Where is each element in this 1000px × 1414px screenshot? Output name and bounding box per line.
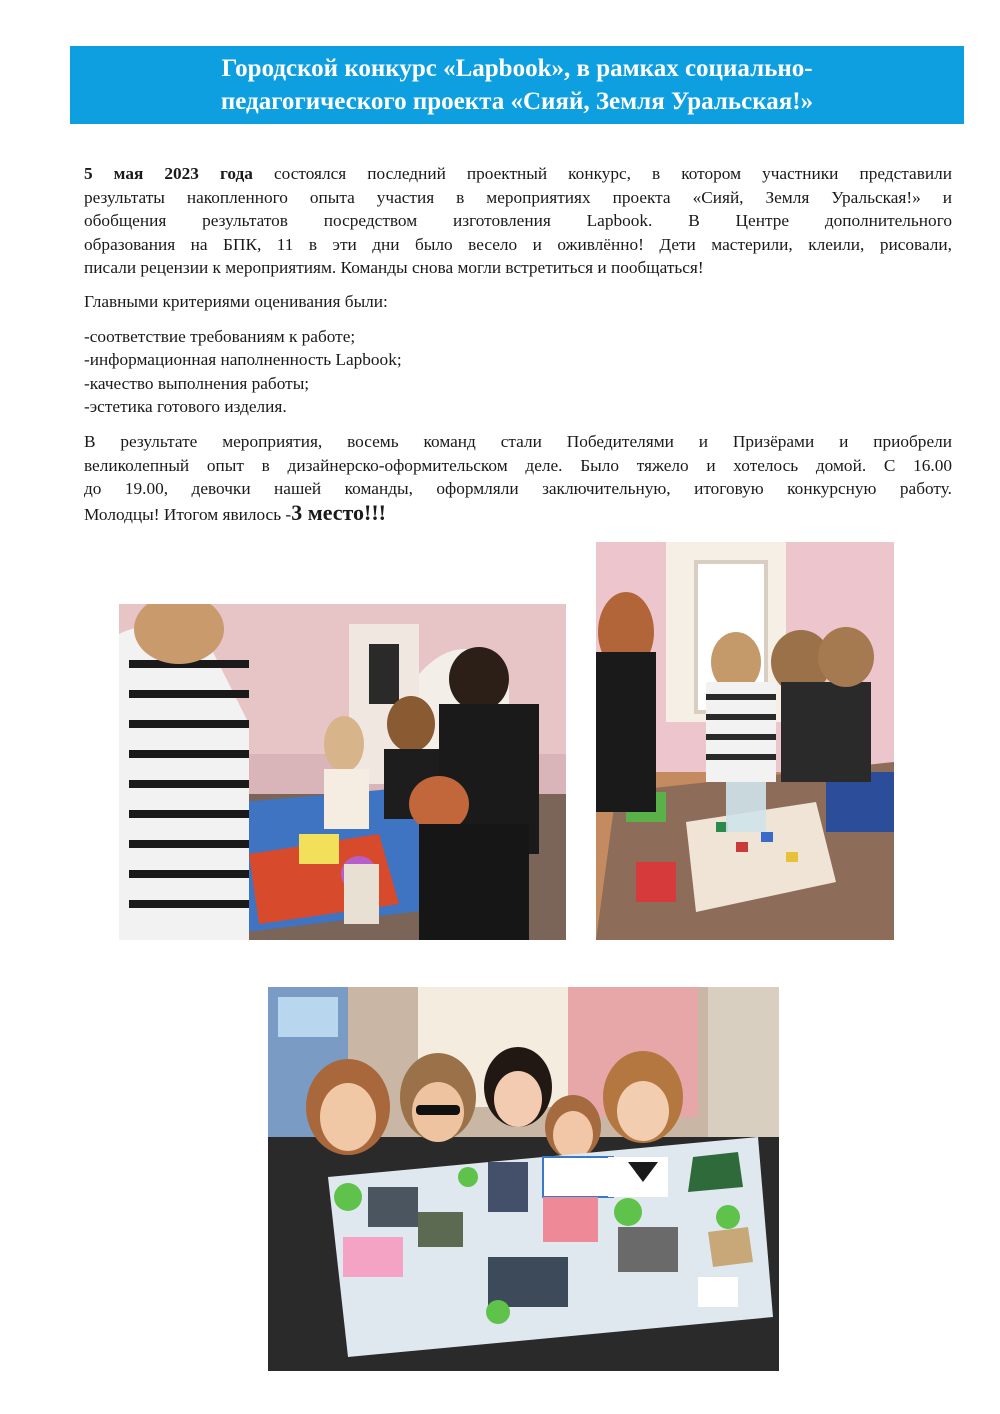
result-line-4: Молодцы! Итогом явилось - [84,504,292,524]
criteria-item: -соответствие требованиям к работе; [84,327,356,346]
result-paragraph [84,430,952,526]
intro-line-1: состоялся последний проектный конкурс, в котором участники представили [273,164,952,183]
photo-team-working-2 [596,542,894,940]
criteria-list [84,325,952,418]
title-banner [70,46,964,124]
photo-team-working-1 [119,604,566,940]
intro-line-3: обобщения результатов посредством изготовления Lapbook. В Центре дополнительного [84,211,952,230]
result-line-1: В результате мероприятия, восемь команд стали Победителями и Призёрами и приобрели [84,432,952,451]
title-line-1: Городской конкурс «Lapbook», в рамках социально- [221,55,813,82]
criteria-item: -информационная наполненность Lapbook; [84,350,402,370]
criteria-heading: Главными критериями оценивания были: [84,292,388,311]
result-line-2: великолепный опыт в дизайнерско-оформительском деле. Было тяжело и хотелось домой. С 16.00 [84,455,952,475]
title-line-2: педагогического проекта «Сияй, Земля Уральская!» [220,88,814,115]
photo-team-with-lapbook [268,987,779,1371]
place-result: 3 место!!! [291,499,386,525]
intro-line-2: результаты накопленного опыта участия в мероприятиях проекта «Сияй, Земля Уральская!» и [84,187,952,207]
intro-paragraph [84,162,952,280]
intro-line-5: писали рецензии к мероприятиям. Команды снова могли встретиться и пообщаться! [84,258,704,277]
criteria-item: -качество выполнения работы; [84,373,310,393]
event-date: 5 мая 2023 года [84,164,253,183]
intro-line-4: образования на БПК, 11 в эти дни было весело и оживлённо! Дети мастерили, клеили, рисовали, [84,234,952,254]
result-line-3: до 19.00, девочки нашей команды, оформляли заключительную, итоговую конкурсную работу. [84,479,952,498]
criteria-item: -эстетика готового изделия. [84,396,287,416]
